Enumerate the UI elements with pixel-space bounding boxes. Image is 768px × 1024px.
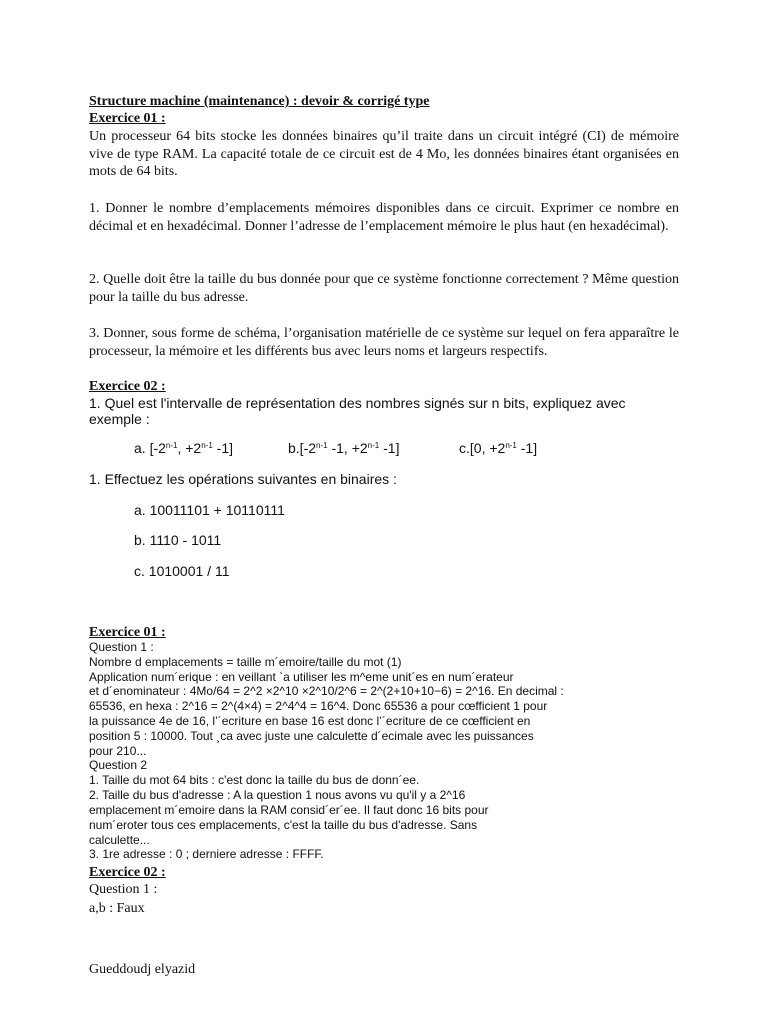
- option-b: b.[-2$^{n-1}$ -1, $+2^{n-1}$ -1]: [288, 440, 400, 456]
- exercise-02-question-1-line-1: 1. Quel est l'intervalle de représentation des nombres signés sur n bits, expliquez avec: [89, 395, 626, 411]
- operation-b: b. 1110 - 1011: [134, 532, 222, 548]
- correction-line: pour 210...: [89, 744, 147, 758]
- correction-exercise-02-question-1: Question 1 :: [89, 882, 158, 897]
- exercise-02-question-1-line-2: exemple :: [89, 411, 150, 427]
- correction-line: la puissance 4e de 16, l’´ecriture en base 16 est donc l’´ecriture de ce cœfficient en: [89, 714, 531, 728]
- correction-line: Question 2: [89, 758, 148, 772]
- exercise-01-heading: Exercice 01 :: [89, 111, 166, 126]
- author-name: Gueddoudj elyazid: [89, 962, 196, 977]
- exercise-02-heading: Exercice 02 :: [89, 379, 166, 394]
- operation-c: c. 1010001 / 11: [134, 563, 230, 579]
- correction-line: position 5 : 10000. Tout ¸ca avec juste une calculette d´ecimale avec les puissances: [89, 729, 534, 743]
- correction-exercise-02-answer: a,b : Faux: [89, 901, 145, 916]
- exercise-01-question-3: 3. Donner, sous forme de schéma, l’organisation matérielle de ce système sur lequel on fera apparaître le processeur, la mémoire et les différents bus avec leurs noms et largeurs respectifs.: [89, 326, 679, 359]
- correction-line: num´eroter tous ces emplacements, c'est la taille du bus d'adresse. Sans: [89, 818, 478, 832]
- exercise-01-question-1: 1. Donner le nombre d’emplacements mémoires disponibles dans ce circuit. Exprimer ce nombre en décimal et en hexadécimal. Donner l’adresse de l’emplacement mémoire le plus haut (en hexadécimal).: [89, 201, 679, 234]
- exercise-01-question-2: 2. Quelle doit être la taille du bus donnée pour que ce système fonctionne correctement ? Même question pour la taille du bus adresse.: [89, 272, 679, 305]
- correction-line: Nombre d emplacements = taille m´emoire/taille du mot (1): [89, 655, 402, 669]
- correction-line: 3. 1re adresse : 0 ; derniere adresse : FFFF.: [89, 847, 324, 861]
- correction-line: 65536, en hexa : 2^16 = 2^(4×4) = 2^4^4 = 16^4. Donc 65536 a pour cœfficient 1 pour: [89, 699, 548, 713]
- operation-a: a. 10011101 + 10110111: [134, 502, 285, 518]
- option-c: c.[0, $+2^{n-1}$ -1]: [459, 440, 538, 456]
- correction-line: 1. Taille du mot 64 bits : c'est donc la taille du bus de donn´ee.: [89, 773, 420, 787]
- correction-line: Application num´erique : en veillant `a utiliser les m^eme unit´es en num´erateur: [89, 670, 514, 684]
- correction-line: calculette...: [89, 833, 150, 847]
- correction-line: Question 1 :: [89, 640, 154, 654]
- exercise-01-intro: Un processeur 64 bits stocke les données binaires qu’il traite dans un circuit intégré (CI) de mémoire vive de type RAM. La capacité totale de ce circuit est de 4 Mo, les données binaires étant organisées en mots de 64 bits.: [89, 129, 679, 179]
- document-title: Structure machine (maintenance) : devoir & corrigé type: [89, 94, 430, 109]
- correction-line: emplacement m´emoire dans la RAM consid´er´ee. Il faut donc 16 bits pour: [89, 803, 489, 817]
- correction-line: et d´enominateur : 4Mo/64 = 2^2 ×2^10 ×2^10/2^6 = 2^(2+10+10−6) = 2^16. En decimal :: [89, 684, 564, 698]
- exercise-02-question-2: 1. Effectuez les opérations suivantes en binaires :: [89, 471, 397, 487]
- correction-line: 2. Taille du bus d'adresse : A la question 1 nous avons vu qu'il y a 2^16: [89, 788, 466, 802]
- correction-exercise-01-heading: Exercice 01 :: [89, 625, 166, 640]
- correction-exercise-02-heading: Exercice 02 :: [89, 865, 166, 880]
- option-a: a. [$-2^{n-1}$, $+2^{n-1}$ -1]: [134, 440, 234, 456]
